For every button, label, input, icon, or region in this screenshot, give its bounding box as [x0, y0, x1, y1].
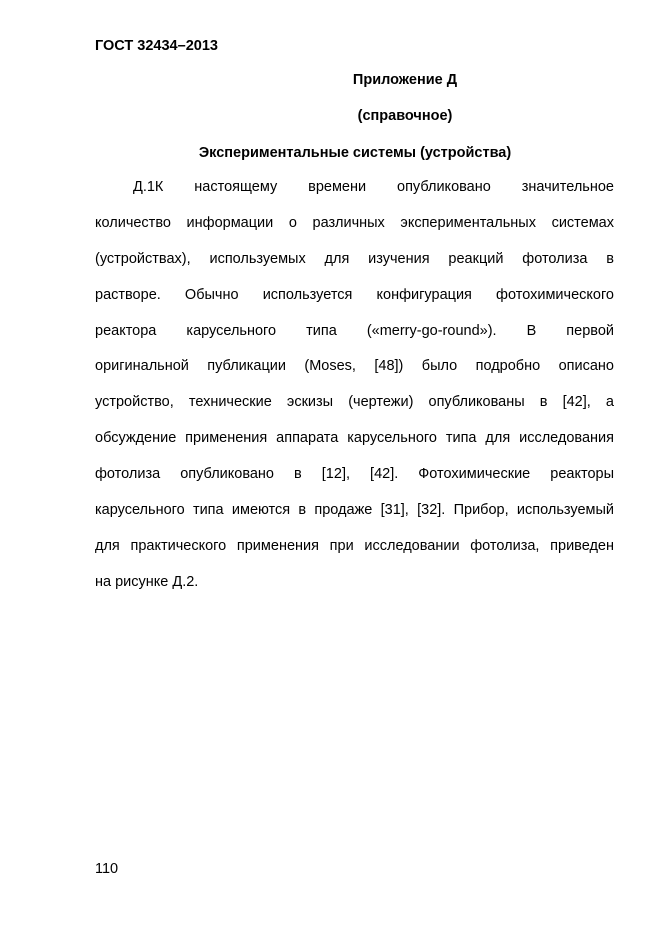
paragraph-line: растворе. Обычно используется конфигурация фотохимического [95, 286, 614, 303]
page-number: 110 [95, 861, 119, 877]
paragraph-line: количество информации о различных экспериментальных системах [95, 214, 614, 231]
paragraph-line: обсуждение применения аппарата карусельного типа для исследования [95, 430, 614, 447]
paragraph-line-last: на рисунке Д.2. [95, 573, 199, 590]
body-paragraph [95, 178, 614, 609]
paragraph-line: карусельного типа имеются в продаже [31], [32]. Прибор, используемый [95, 502, 614, 519]
paragraph-line: фотолиза опубликовано в [12], [42]. Фотохимические реакторы [95, 466, 614, 483]
document-code-header: ГОСТ 32434–2013 [95, 38, 218, 54]
paragraph-line: реактора карусельного типа («merry-go-round»). В первой [95, 322, 614, 339]
paragraph-line: оригинальной публикации (Moses, [48]) было подробно описано [95, 358, 614, 375]
annex-heading: Экспериментальные системы (устройства) [198, 145, 512, 161]
paragraph-line: Д.1К настоящему времени опубликовано значительное [133, 179, 614, 195]
paragraph-line: устройство, технические эскизы (чертежи) опубликованы в [42], а [95, 394, 614, 411]
paragraph-line: для практического применения при исследовании фотолиза, приведен [95, 537, 614, 554]
annex-type: (справочное) [357, 108, 453, 124]
paragraph-line: (устройствах), используемых для изучения реакций фотолиза в [95, 250, 614, 267]
annex-title: Приложение Д [352, 72, 458, 88]
